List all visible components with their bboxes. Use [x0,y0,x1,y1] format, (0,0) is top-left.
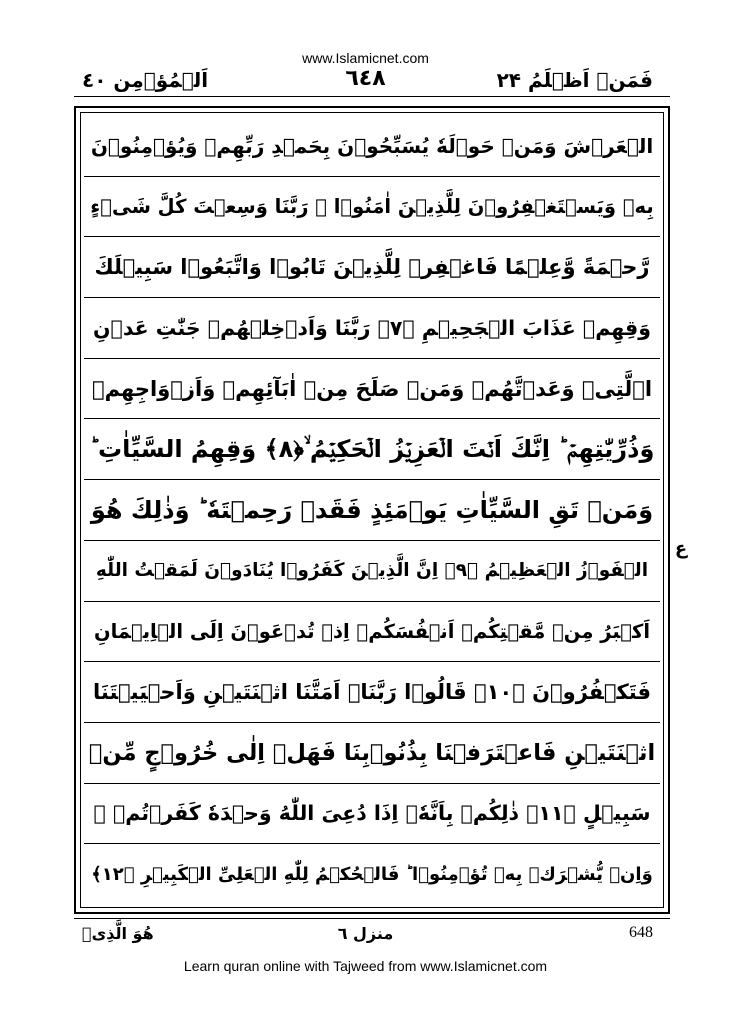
verse-text: الۡعَرۡشَ وَمَنۡ حَوۡلَهٗ يُسَبِّحُوۡنَ بِحَمۡدِ رَبِّهِمۡ وَيُؤۡمِنُوۡنَ [90,133,654,158]
verse-lines [84,116,660,904]
page-number-arabic: ٦٤٨ [345,66,386,91]
verse-text: وَاِنۡ يُّشۡرَكۡ بِهٖ تُؤۡمِنُوۡا ؕ فَالۡحُكۡمُ لِلّٰهِ الۡعَلِىِّ الۡكَبِيۡرِ ﴿۱۲﴾ [91,863,653,885]
manzil-label: منزل ٦ [337,924,394,943]
verse-text: وَذُرِّيّٰتِهِمۡ ؕ اِنَّكَ اَنۡتَ الۡعَزِيۡزُ الۡحَكِيۡمُ ۙ﴿۸﴾ وَقِهِمُ السَّيِّاٰتِ ؕ [89,435,655,464]
verse-line [84,602,660,663]
verse-text: وَقِهِمۡ عَذَابَ الۡجَحِيۡمِ ﴿۷﴾ رَبَّنَا وَاَدۡخِلۡهُمۡ جَنّٰتِ عَدۡنِ [93,315,651,340]
verse-line [84,298,660,359]
footer-divider [74,918,670,919]
verse-line [84,177,660,238]
verse-text: وَمَنۡ تَقِ السَّيِّاٰتِ يَوۡمَئِذٍ فَقَدۡ رَحِمۡتَهٗ ؕ وَذٰلِكَ هُوَ [90,495,654,524]
juz-name-header: فَمَنۡ اَظۡلَمُ ۲۴ [496,68,653,92]
next-page-catchword: هُوَ الَّذِىۡ [82,924,154,943]
header-divider [74,96,670,97]
verse-text: الۡفَوۡزُ الۡعَظِيۡمُ ﴿۹﴾ اِنَّ الَّذِيۡنَ كَفَرُوۡا يُنَادَوۡنَ لَمَقۡتُ اللّٰهِ [95,560,649,582]
page-number: 648 [629,924,653,941]
verse-line [84,237,660,298]
verse-line [84,419,660,480]
verse-text: فَتَكۡفُرُوۡنَ ﴿۱۰﴾ قَالُوۡا رَبَّنَاۤ اَمَتَّنَا اثۡنَتَيۡنِ وَاَحۡيَيۡتَنَا [92,680,652,705]
bottom-banner-link[interactable]: Learn quran online with Tajweed from www.Islamicnet.com [183,958,548,974]
verse-line [84,359,660,420]
surah-name-header: اَلۡمُؤۡمِن ٤٠ [82,68,209,92]
verse-text: سَبِيۡلٍ ﴿۱۱﴾ ذٰلِكُمۡ بِاَنَّهٗۤ اِذَا دُعِىَ اللّٰهُ وَحۡدَهٗ كَفَرۡتُمۡ ۚ [93,801,651,826]
verse-line [84,116,660,177]
site-url[interactable]: www.Islamicnet.com [302,50,429,66]
verse-line [84,844,660,904]
verse-line [84,662,660,723]
verse-text: اۨلَّتِىۡ وَعَدۡتَّهُمۡ وَمَنۡ صَلَحَ مِنۡ اٰبَآئِهِمۡ وَاَزۡوَاجِهِمۡ [91,376,653,401]
ruku-marker: ع [674,538,688,559]
verse-line [84,723,660,784]
verse-line [84,784,660,845]
verse-text: بِهٖ وَيَسۡتَغۡفِرُوۡنَ لِلَّذِيۡنَ اٰمَنُوۡا ۚ رَبَّنَا وَسِعۡتَ كُلَّ شَىۡءٍ [90,195,654,219]
verse-text: رَّحۡمَةً وَّعِلۡمًا فَاغۡفِرۡ لِلَّذِيۡنَ تَابُوۡا وَاتَّبَعُوۡا سَبِيۡلَكَ [94,255,650,280]
verse-line [84,541,660,602]
verse-text: اَكۡبَرُ مِنۡ مَّقۡتِكُمۡ اَنۡفُسَكُمۡ اِذۡ تُدۡعَوۡنَ اِلَى الۡاِيۡمَانِ [93,619,651,643]
quran-text-frame [74,106,670,914]
verse-line [84,480,660,541]
verse-text: اثۡنَتَيۡنِ فَاعۡتَرَفۡنَا بِذُنُوۡبِنَا فَهَلۡ اِلٰى خُرُوۡجٍ مِّنۡ [88,739,656,766]
